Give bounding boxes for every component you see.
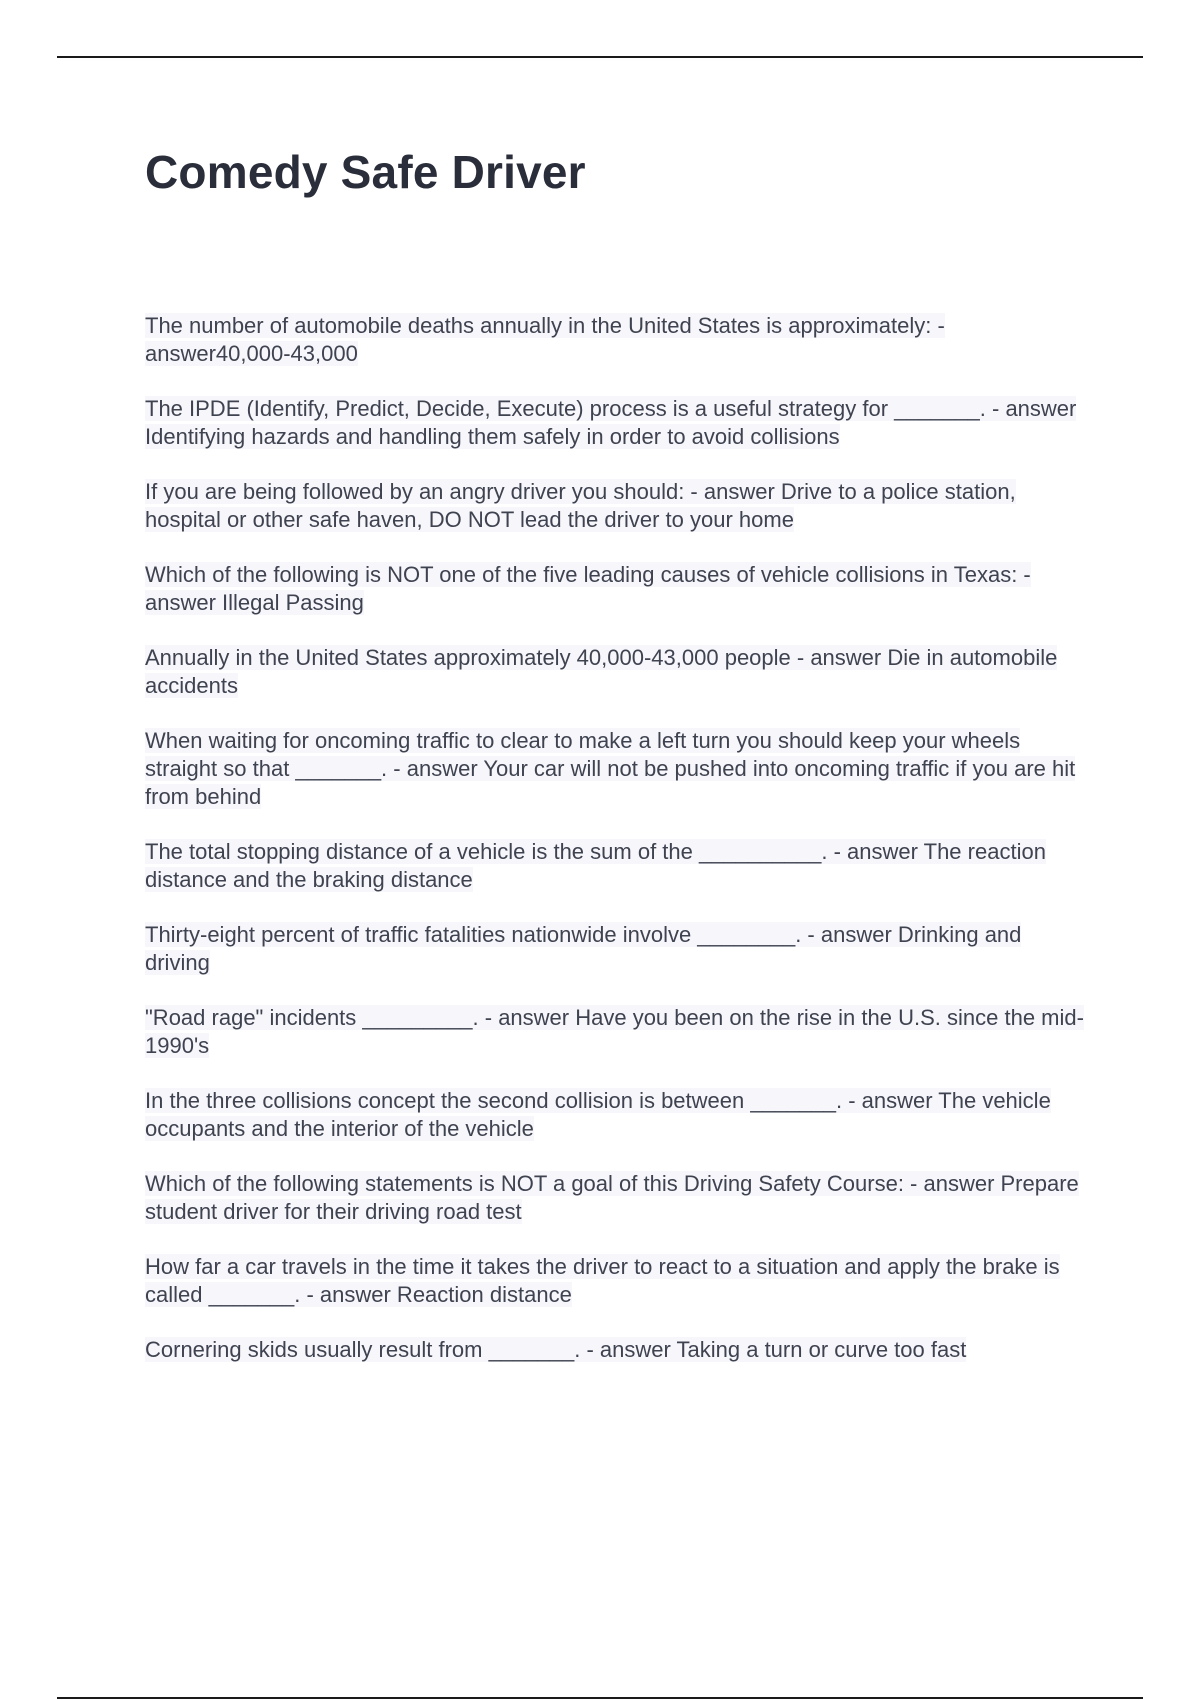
- qa-item: [145, 561, 1090, 617]
- qa-item: [145, 1087, 1090, 1143]
- qa-text: The number of automobile deaths annually in the United States is approximately: - answer40,000-43,000: [145, 313, 945, 366]
- qa-text: If you are being followed by an angry driver you should: - answer Drive to a police station, hospital or other safe haven, DO NOT lead the driver to your home: [145, 479, 1016, 532]
- qa-item: [145, 1253, 1090, 1309]
- page-title: Comedy Safe Driver: [145, 146, 586, 198]
- bottom-divider: [57, 1697, 1143, 1699]
- qa-text: How far a car travels in the time it takes the driver to react to a situation and apply the brake is called _______. - answer Reaction distance: [145, 1254, 1060, 1307]
- qa-text: Thirty-eight percent of traffic fatalities nationwide involve ________. - answer Drinking and driving: [145, 922, 1022, 975]
- qa-item: [145, 838, 1090, 894]
- qa-text: The IPDE (Identify, Predict, Decide, Execute) process is a useful strategy for _______. - answer Identifying hazards and handling them safely in order to avoid collisions: [145, 396, 1077, 449]
- qa-list: [145, 312, 1090, 1391]
- qa-item: [145, 1170, 1090, 1226]
- top-divider: [57, 56, 1143, 58]
- qa-item: [145, 478, 1090, 534]
- qa-text: "Road rage" incidents _________. - answer Have you been on the rise in the U.S. since the mid-1990's: [145, 1005, 1084, 1058]
- qa-item: [145, 921, 1090, 977]
- qa-text: When waiting for oncoming traffic to clear to make a left turn you should keep your wheels straight so that _______. - answer Your car will not be pushed into oncoming traffic if you are hit from behind: [145, 728, 1076, 809]
- qa-text: Which of the following is NOT one of the five leading causes of vehicle collisions in Texas: - answer Illegal Passing: [145, 562, 1031, 615]
- qa-text: The total stopping distance of a vehicle is the sum of the __________. - answer The reaction distance and the braking distance: [145, 839, 1046, 892]
- qa-item: [145, 644, 1090, 700]
- qa-item: [145, 1004, 1090, 1060]
- qa-text: In the three collisions concept the second collision is between _______. - answer The vehicle occupants and the interior of the vehicle: [145, 1088, 1051, 1141]
- qa-item: [145, 1336, 1090, 1364]
- qa-item: [145, 727, 1090, 811]
- qa-text: Which of the following statements is NOT a goal of this Driving Safety Course: - answer Prepare student driver for their driving road test: [145, 1171, 1079, 1224]
- qa-item: [145, 312, 1090, 368]
- qa-item: [145, 395, 1090, 451]
- qa-text: Cornering skids usually result from _______. - answer Taking a turn or curve too fast: [145, 1337, 967, 1362]
- qa-text: Annually in the United States approximately 40,000-43,000 people - answer Die in automobile accidents: [145, 645, 1058, 698]
